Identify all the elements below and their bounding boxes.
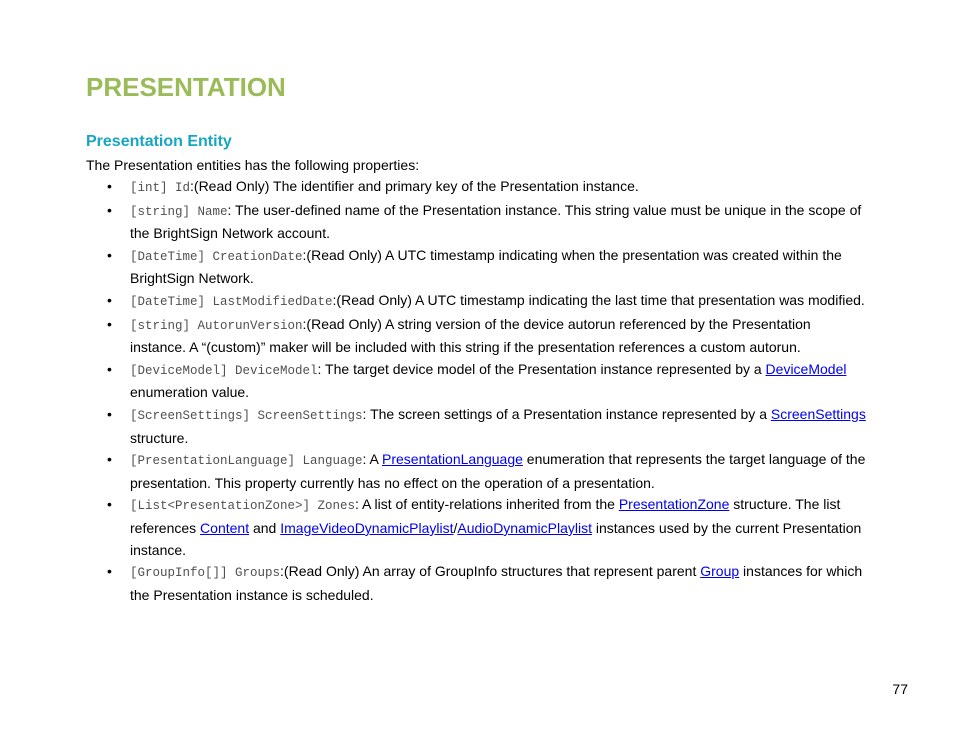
property-description: : The target device model of the Presentation instance represented by a	[317, 360, 766, 377]
property-item-groups	[0, 561, 870, 606]
property-description: : The user-defined name of the Presentation instance. This string value must be unique in the scope of the BrightSign Network account.	[130, 201, 862, 242]
property-description: : A	[362, 451, 383, 468]
bullet-icon: •	[107, 315, 112, 332]
property-signature: [DateTime] LastModifiedDate	[130, 294, 333, 309]
property-item-autorunversion	[0, 314, 870, 359]
content-link[interactable]: Content	[200, 519, 250, 536]
property-item-id	[0, 176, 870, 200]
property-signature: [int] Id	[130, 181, 191, 195]
property-description: : A list of entity-relations inherited from the	[355, 496, 619, 513]
screensettings-link[interactable]: ScreenSettings	[770, 405, 866, 422]
property-description-end: instances used by the current Presentation instance.	[130, 519, 862, 558]
section-heading: Presentation Entity	[86, 133, 232, 150]
property-item-lastmodifieddate	[0, 290, 870, 314]
property-description: :(Read Only) The identifier and primary key of the Presentation instance.	[190, 178, 639, 194]
property-signature: [List<PresentationZone>] Zones	[130, 499, 356, 514]
property-item-name	[0, 200, 870, 245]
bullet-icon: •	[107, 496, 112, 513]
bullet-icon: •	[107, 451, 112, 468]
property-description-end: structure.	[130, 429, 189, 446]
bullet-icon: •	[107, 563, 112, 580]
group-link[interactable]: Group	[700, 563, 740, 580]
property-signature: [GroupInfo[]] Groups	[130, 566, 281, 581]
page-title: PRESENTATION	[86, 72, 286, 102]
audiodynamicplaylist-link[interactable]: AudioDynamicPlaylist	[457, 519, 592, 536]
property-signature: [DeviceModel] DeviceModel	[130, 363, 318, 378]
property-description: :(Read Only) A string version of the device autorun referenced by the Presentation instance. A “(custom)” maker will be included with this string if the presentation references a custom autorun.	[130, 315, 811, 356]
bullet-icon: •	[107, 291, 112, 308]
property-signature: [DateTime] CreationDate	[130, 249, 303, 264]
property-signature: [string] AutorunVersion	[130, 318, 303, 333]
bullet-icon: •	[107, 360, 112, 377]
property-item-zones	[0, 494, 870, 561]
property-item-devicemodel	[0, 359, 870, 404]
property-description-end: enumeration that represents the target language of the presentation. This property currently has no effect on the operation of a presentation.	[130, 451, 866, 491]
property-item-language	[0, 449, 870, 494]
page-number: 77	[892, 681, 908, 697]
property-item-screensettings	[0, 404, 870, 449]
property-description-end: enumeration value.	[130, 384, 250, 401]
intro-paragraph: The Presentation entities has the following properties:	[86, 157, 420, 173]
property-list	[0, 176, 954, 606]
property-signature: [PresentationLanguage] Language	[130, 454, 363, 469]
property-description: :(Read Only) An array of GroupInfo structures that represent parent	[280, 563, 701, 580]
property-description-part: structure. The list references	[130, 496, 841, 536]
property-signature: [string] Name	[130, 204, 228, 219]
bullet-icon: •	[107, 246, 112, 263]
bullet-icon: •	[107, 178, 112, 194]
devicemodel-link[interactable]: DeviceModel	[765, 360, 847, 377]
property-signature: [ScreenSettings] ScreenSettings	[130, 408, 363, 423]
property-description-part: and	[249, 519, 281, 536]
property-description: :(Read Only) A UTC timestamp indicating when the presentation was created within the BrightSign Network.	[130, 246, 842, 287]
property-description-end: instances for which the Presentation instance is scheduled.	[130, 563, 863, 603]
presentationzone-link[interactable]: PresentationZone	[618, 496, 730, 513]
property-item-creationdate	[0, 245, 870, 290]
bullet-icon: •	[107, 201, 112, 218]
bullet-icon: •	[107, 405, 112, 422]
imagevideodynamicplaylist-link[interactable]: ImageVideoDynamicPlaylist	[280, 519, 454, 536]
property-description: :(Read Only) A UTC timestamp indicating the last time that presentation was modified.	[332, 291, 865, 308]
property-description: : The screen settings of a Presentation instance represented by a	[362, 405, 771, 422]
property-description-part: /	[453, 519, 458, 536]
presentationlanguage-link[interactable]: PresentationLanguage	[382, 451, 523, 468]
